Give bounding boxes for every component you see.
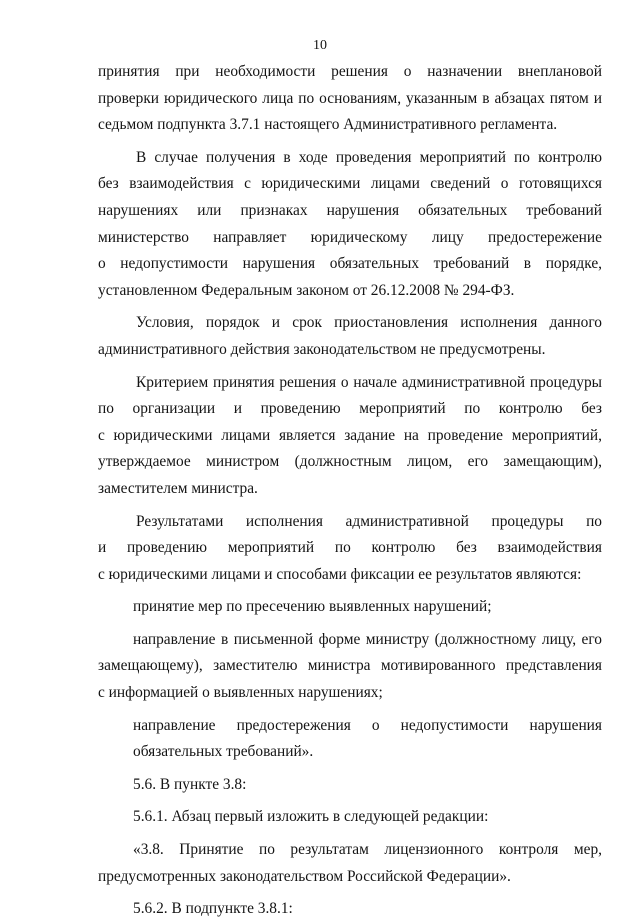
text-line: с информацией о выявленных нарушениях; xyxy=(98,684,383,702)
text-line: направление предостережения о недопустимости нарушения xyxy=(133,716,602,734)
text-line: Результатами исполнения административной процедуры по xyxy=(136,512,602,530)
text-line: и проведению мероприятий по контролю без взаимодействия xyxy=(98,539,602,557)
text-line: направление в письменной форме министру (должностному лицу, его xyxy=(133,630,602,648)
text-line: заместителем министра. xyxy=(98,479,258,497)
paragraph-p6 xyxy=(98,588,602,621)
text-line: предусмотренных законодательством Российской Федерации». xyxy=(98,867,511,885)
text-line: без взаимодействия с юридическими лицами сведений о готовящихся xyxy=(98,175,602,193)
paragraph-p1 xyxy=(98,59,602,139)
text-line: с юридическими лицами и способами фиксации ее результатов являются: xyxy=(98,565,582,583)
paragraph-p12 xyxy=(98,890,602,923)
paragraph-p4 xyxy=(98,364,602,503)
page-number: 10 xyxy=(313,38,327,53)
text-line: обязательных требований». xyxy=(133,743,314,761)
text-line: 5.6.2. В подпункте 3.8.1: xyxy=(133,900,293,918)
text-line: нарушениях или признаках нарушения обязательных требований xyxy=(98,201,602,219)
text-line: Условия, порядок и срок приостановления исполнения данного xyxy=(136,314,602,332)
text-line: министерство направляет юридическому лицу предостережение xyxy=(98,228,602,246)
text-line: принятия при необходимости решения о назначении внеплановой xyxy=(98,63,602,80)
text-line: принятие мер по пресечению выявленных нарушений; xyxy=(133,598,492,616)
text-line: административного действия законодательством не предусмотрены. xyxy=(98,340,546,358)
paragraph-p10 xyxy=(98,798,602,831)
text-line: по организации и проведению мероприятий по контролю без xyxy=(98,400,602,418)
text-line: 5.6. В пункте 3.8: xyxy=(133,775,247,793)
text-line: «3.8. Принятие по результатам лицензионного контроля мер, xyxy=(133,841,602,859)
text-line: замещающему), заместителю министра мотивированного представления xyxy=(98,657,602,675)
text-line: с юридическими лицами является задание на проведение мероприятий, xyxy=(98,426,602,444)
paragraph-p2 xyxy=(98,139,602,305)
paragraph-p5 xyxy=(98,503,602,589)
text-line: седьмом подпункта 3.7.1 настоящего Административного регламента. xyxy=(98,116,558,134)
text-line: утверждаемое министром (должностным лицом, его замещающим), xyxy=(98,453,602,471)
paragraph-p11 xyxy=(98,831,602,890)
text-line: В случае получения в ходе проведения мероприятий по контролю xyxy=(136,148,602,166)
paragraph-p3 xyxy=(98,304,602,363)
document-body xyxy=(98,59,602,923)
paragraph-p9 xyxy=(98,766,602,799)
text-line: проверки юридического лица по основаниям, указанным в абзацах пятом и xyxy=(98,89,602,107)
text-line: установленном Федеральным законом от 26.12.2008 № 294-ФЗ. xyxy=(98,281,515,299)
text-line: о недопустимости нарушения обязательных требований в порядке, xyxy=(98,255,602,273)
text-line: Критерием принятия решения о начале административной процедуры xyxy=(136,373,602,391)
paragraph-p7 xyxy=(98,621,602,707)
paragraph-p8 xyxy=(98,707,602,766)
text-line: 5.6.1. Абзац первый изложить в следующей редакции: xyxy=(133,808,489,826)
